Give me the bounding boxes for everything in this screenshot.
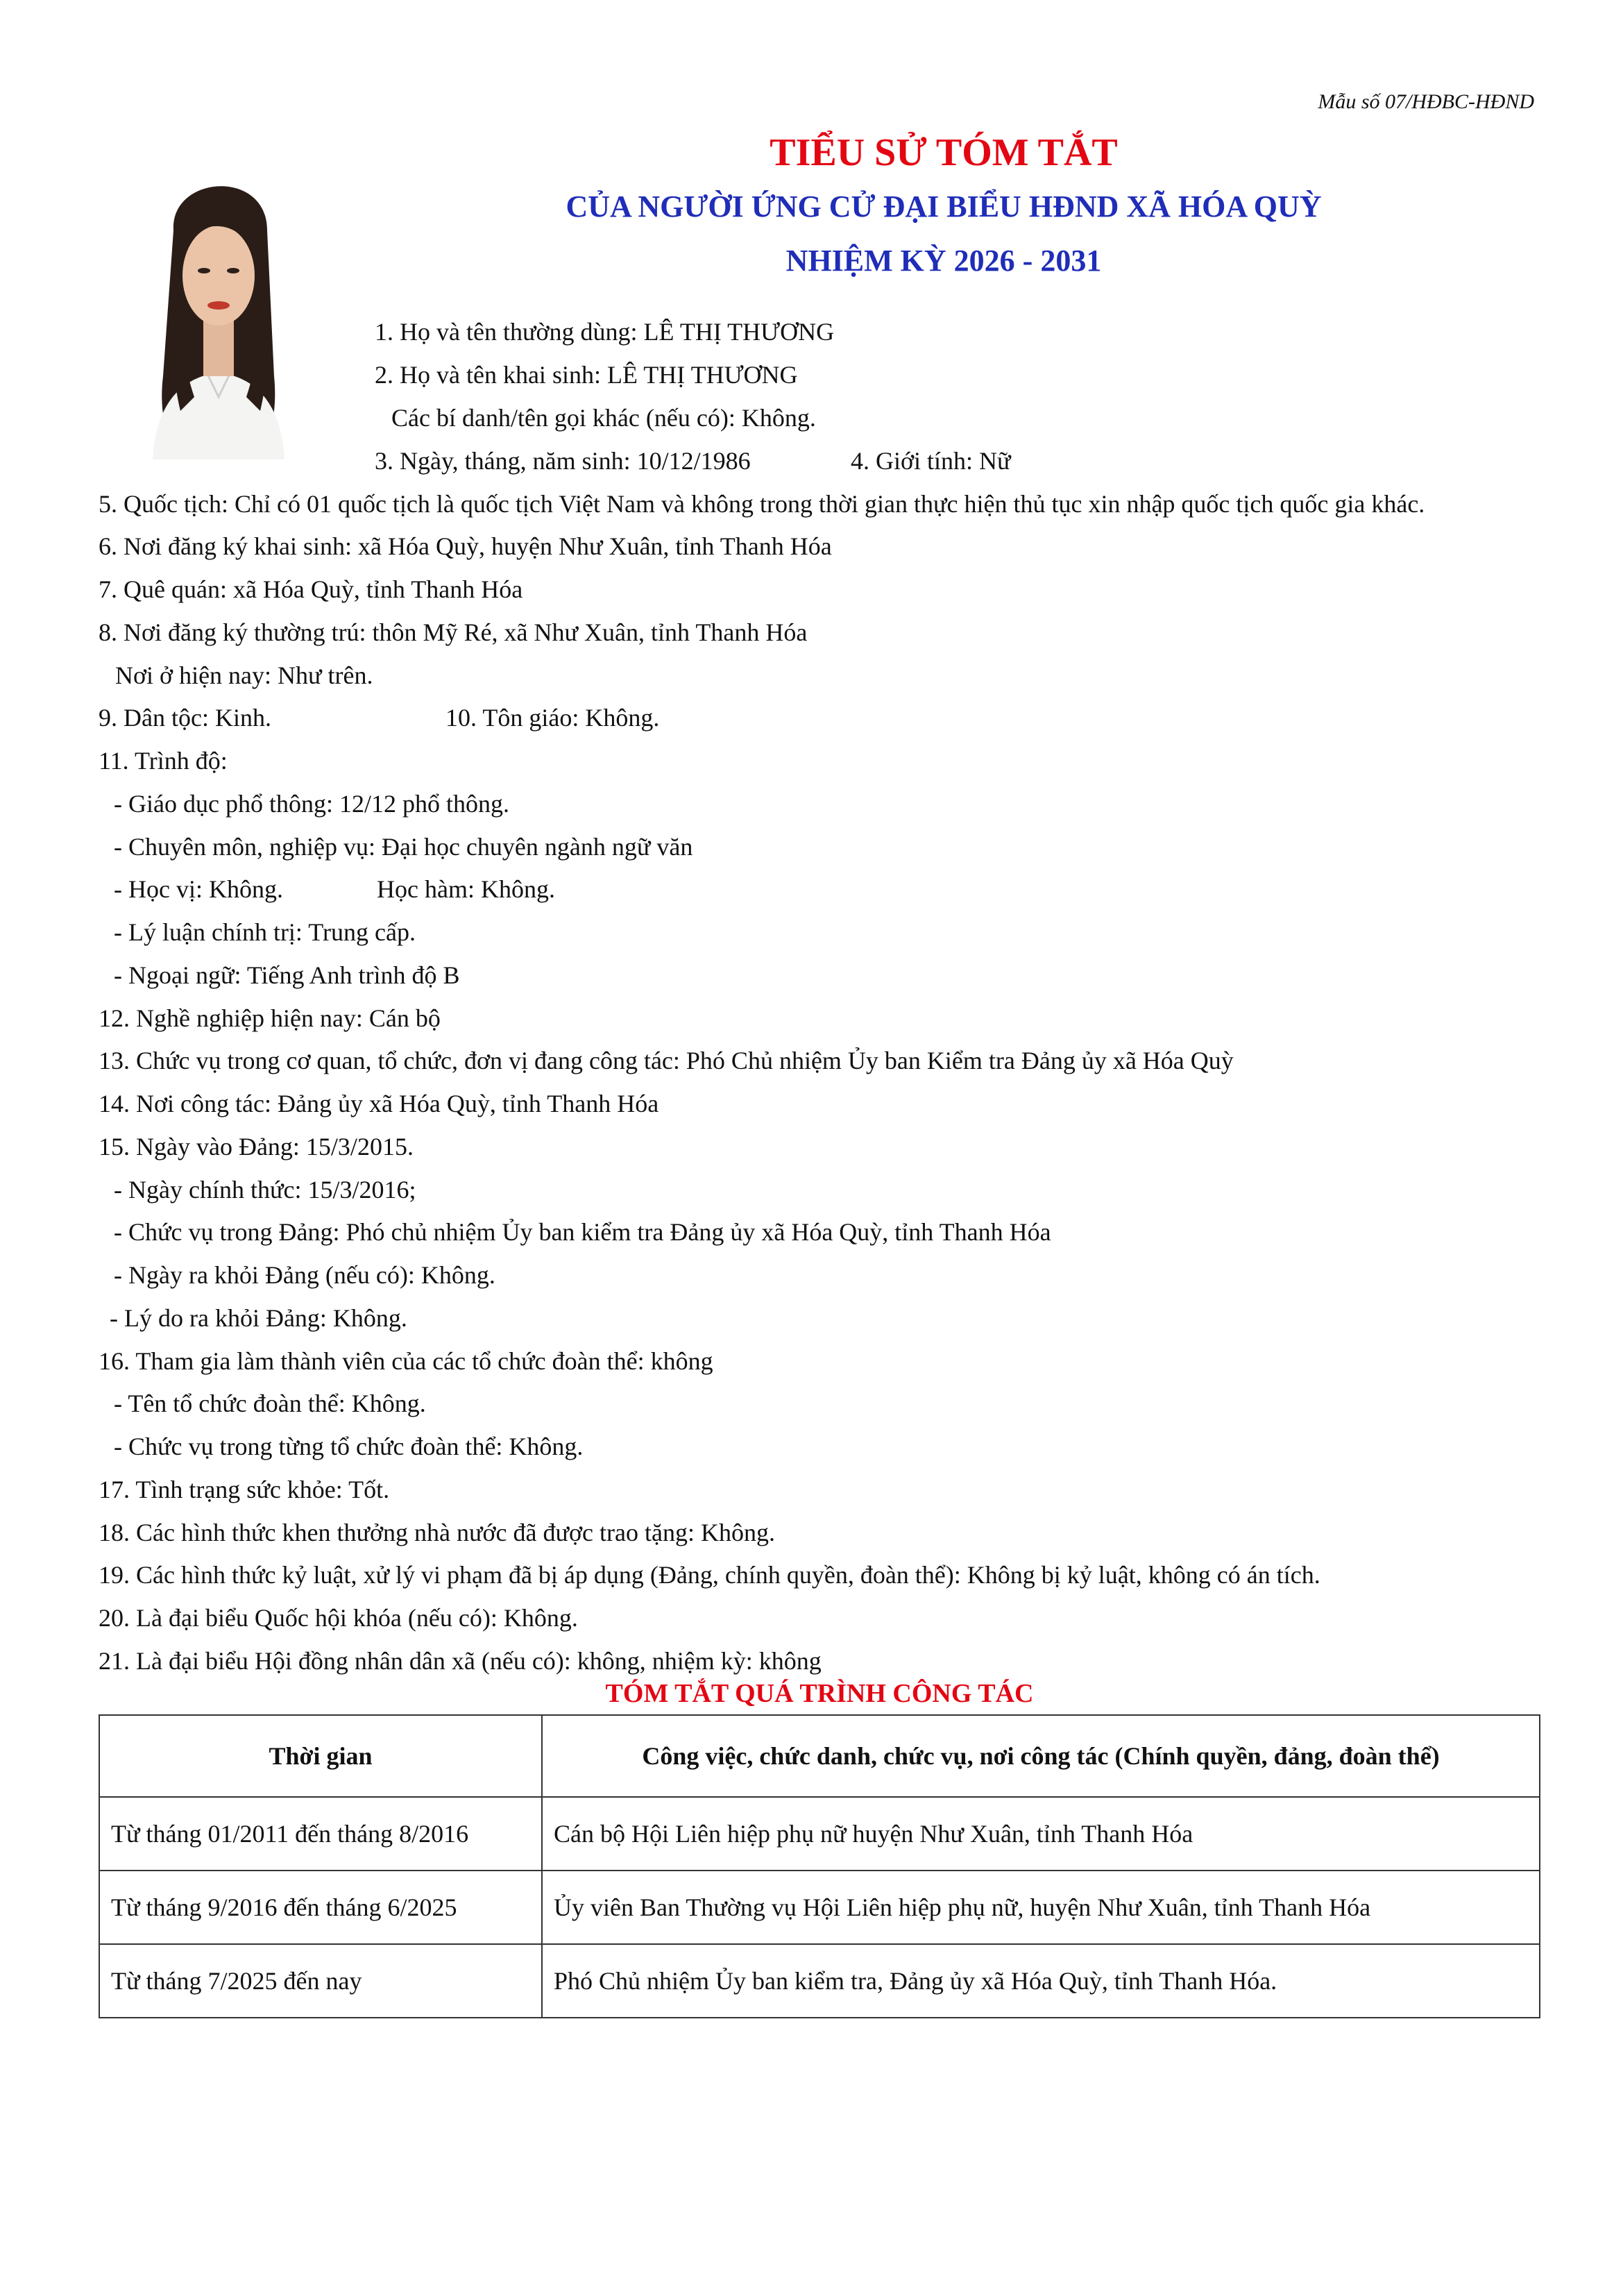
table-header-row <box>99 1715 1540 1797</box>
field-awards: 18. Các hình thức khen thưởng nhà nước đã được trao tặng: Không. <box>99 1519 775 1546</box>
field-academic-title: Học hàm: Không. <box>377 875 555 903</box>
field-specialization: - Chuyên môn, nghiệp vụ: Đại học chuyên ngành ngữ văn <box>114 833 693 861</box>
form-code: Mẫu số 07/HĐBC-HĐND <box>1318 90 1534 113</box>
cell-time: Từ tháng 9/2016 đến tháng 6/2025 <box>99 1871 542 1944</box>
field-current-residence: Nơi ở hiện nay: Như trên. <box>115 661 373 689</box>
field-religion: 10. Tôn giáo: Không. <box>445 704 660 732</box>
field-discipline: 19. Các hình thức kỷ luật, xử lý vi phạm đã bị áp dụng (Đảng, chính quyền, đoàn thể): Không bị kỷ luật, không có án tích. <box>99 1561 1320 1589</box>
header-time: Thời gian <box>99 1715 542 1797</box>
field-peoples-council: 21. Là đại biểu Hội đồng nhân dân xã (nếu có): không, nhiệm kỳ: không <box>99 1647 822 1675</box>
field-aliases: Các bí danh/tên gọi khác (nếu có): Không. <box>391 404 816 432</box>
table-row <box>99 1944 1540 2018</box>
field-birth-date: 3. Ngày, tháng, năm sinh: 10/12/1986 <box>375 447 751 475</box>
title-line-3: NHIỆM KỲ 2026 - 2031 <box>785 244 1102 278</box>
table-row <box>99 1797 1540 1871</box>
field-position: 13. Chức vụ trong cơ quan, tổ chức, đơn vị đang công tác: Phó Chủ nhiệm Ủy ban Kiểm tra Đảng ủy xã Hóa Quỳ <box>99 1047 1234 1074</box>
field-workplace: 14. Nơi công tác: Đảng ủy xã Hóa Quỳ, tỉnh Thanh Hóa <box>99 1090 659 1117</box>
title-line-2: CỦA NGƯỜI ỨNG CỬ ĐẠI BIỂU HĐND XÃ HÓA QUỲ <box>566 189 1322 223</box>
field-general-education: - Giáo dục phổ thông: 12/12 phổ thông. <box>114 790 509 818</box>
field-national-assembly: 20. Là đại biểu Quốc hội khóa (nếu có): Không. <box>99 1604 578 1632</box>
work-history-table <box>99 1714 1540 2018</box>
field-party-position: - Chức vụ trong Đảng: Phó chủ nhiệm Ủy ban kiểm tra Đảng ủy xã Hóa Quỳ, tỉnh Thanh Hóa <box>114 1218 1051 1246</box>
field-permanent-residence: 8. Nơi đăng ký thường trú: thôn Mỹ Ré, xã Như Xuân, tỉnh Thanh Hóa <box>99 618 808 646</box>
cell-time: Từ tháng 7/2025 đến nay <box>99 1944 542 2018</box>
field-organization-position: - Chức vụ trong từng tổ chức đoàn thể: Không. <box>114 1433 584 1460</box>
table-row <box>99 1871 1540 1944</box>
field-party-official-date: - Ngày chính thức: 15/3/2016; <box>114 1176 416 1204</box>
work-history-title: TÓM TẮT QUÁ TRÌNH CÔNG TÁC <box>605 1679 1034 1708</box>
cell-job: Ủy viên Ban Thường vụ Hội Liên hiệp phụ nữ, huyện Như Xuân, tỉnh Thanh Hóa <box>542 1871 1540 1944</box>
portrait-image <box>132 147 305 459</box>
field-birth-registration: 6. Nơi đăng ký khai sinh: xã Hóa Quỳ, huyện Như Xuân, tỉnh Thanh Hóa <box>99 532 832 560</box>
field-nationality: 5. Quốc tịch: Chỉ có 01 quốc tịch là quốc tịch Việt Nam và không trong thời gian thực hiện thủ tục xin nhập quốc tịch quốc gia khác. <box>99 490 1425 518</box>
field-education-heading: 11. Trình độ: <box>99 747 228 775</box>
cell-time: Từ tháng 01/2011 đến tháng 8/2016 <box>99 1797 542 1871</box>
field-organization-name: - Tên tổ chức đoàn thể: Không. <box>114 1390 426 1417</box>
field-hometown: 7. Quê quán: xã Hóa Quỳ, tỉnh Thanh Hóa <box>99 575 523 603</box>
field-health: 17. Tình trạng sức khỏe: Tốt. <box>99 1476 390 1503</box>
field-ethnicity: 9. Dân tộc: Kinh. <box>99 704 271 732</box>
field-common-name: 1. Họ và tên thường dùng: LÊ THỊ THƯƠNG <box>375 318 835 346</box>
title-line-1: TIỂU SỬ TÓM TẮT <box>770 131 1118 174</box>
portrait-photo <box>132 147 305 459</box>
field-organizations: 16. Tham gia làm thành viên của các tổ chức đoàn thể: không <box>99 1347 713 1375</box>
field-political-theory: - Lý luận chính trị: Trung cấp. <box>114 918 416 946</box>
field-birth-name: 2. Họ và tên khai sinh: LÊ THỊ THƯƠNG <box>375 361 798 389</box>
field-foreign-language: - Ngoại ngữ: Tiếng Anh trình độ B <box>114 961 460 989</box>
field-party-join-date: 15. Ngày vào Đảng: 15/3/2015. <box>99 1133 414 1160</box>
field-party-leave-reason: - Lý do ra khỏi Đảng: Không. <box>110 1304 407 1332</box>
cell-job: Phó Chủ nhiệm Ủy ban kiểm tra, Đảng ủy xã Hóa Quỳ, tỉnh Thanh Hóa. <box>542 1944 1540 2018</box>
header-job: Công việc, chức danh, chức vụ, nơi công tác (Chính quyền, đảng, đoàn thể) <box>542 1715 1540 1797</box>
field-party-leave-date: - Ngày ra khỏi Đảng (nếu có): Không. <box>114 1261 495 1289</box>
field-academic-degree: - Học vị: Không. <box>114 875 283 903</box>
document-title <box>458 125 1429 287</box>
field-gender: 4. Giới tính: Nữ <box>851 447 1011 475</box>
field-occupation: 12. Nghề nghiệp hiện nay: Cán bộ <box>99 1004 441 1032</box>
cell-job: Cán bộ Hội Liên hiệp phụ nữ huyện Như Xuân, tỉnh Thanh Hóa <box>542 1797 1540 1871</box>
